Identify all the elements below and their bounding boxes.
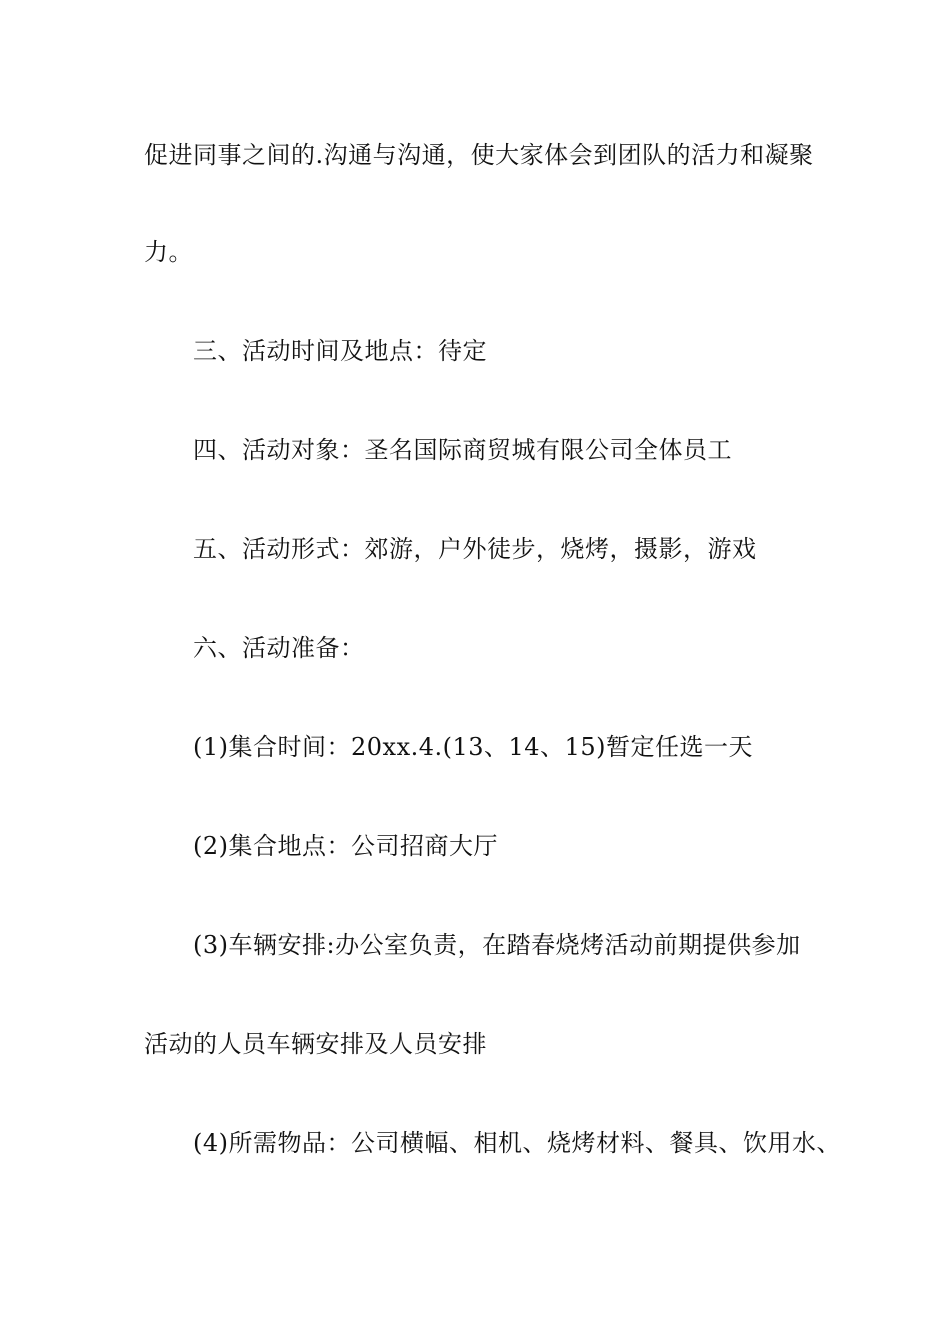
list-item-required-items: (4)所需物品：公司横幅、相机、烧烤材料、餐具、饮用水、	[193, 1129, 841, 1157]
list-item-gathering-time: (1)集合时间：20xx.4.(13、14、15)暂定任选一天	[193, 733, 753, 761]
list-item-gathering-place: (2)集合地点：公司招商大厅	[193, 832, 498, 860]
section-heading-preparation: 六、活动准备：	[193, 634, 365, 662]
paragraph-line: 活动的人员车辆安排及人员安排	[144, 1030, 487, 1058]
section-heading-time-location: 三、活动时间及地点：待定	[193, 337, 487, 365]
section-heading-participants: 四、活动对象：圣名国际商贸城有限公司全体员工	[193, 436, 732, 464]
section-heading-activity-form: 五、活动形式：郊游，户外徒步，烧烤，摄影，游戏	[193, 535, 757, 563]
paragraph-line: 力。	[144, 238, 193, 266]
paragraph-line: 促进同事之间的.沟通与沟通，使大家体会到团队的活力和凝聚	[144, 141, 814, 169]
list-item-vehicle-arrangement: (3)车辆安排:办公室负责，在踏春烧烤活动前期提供参加	[193, 931, 801, 959]
